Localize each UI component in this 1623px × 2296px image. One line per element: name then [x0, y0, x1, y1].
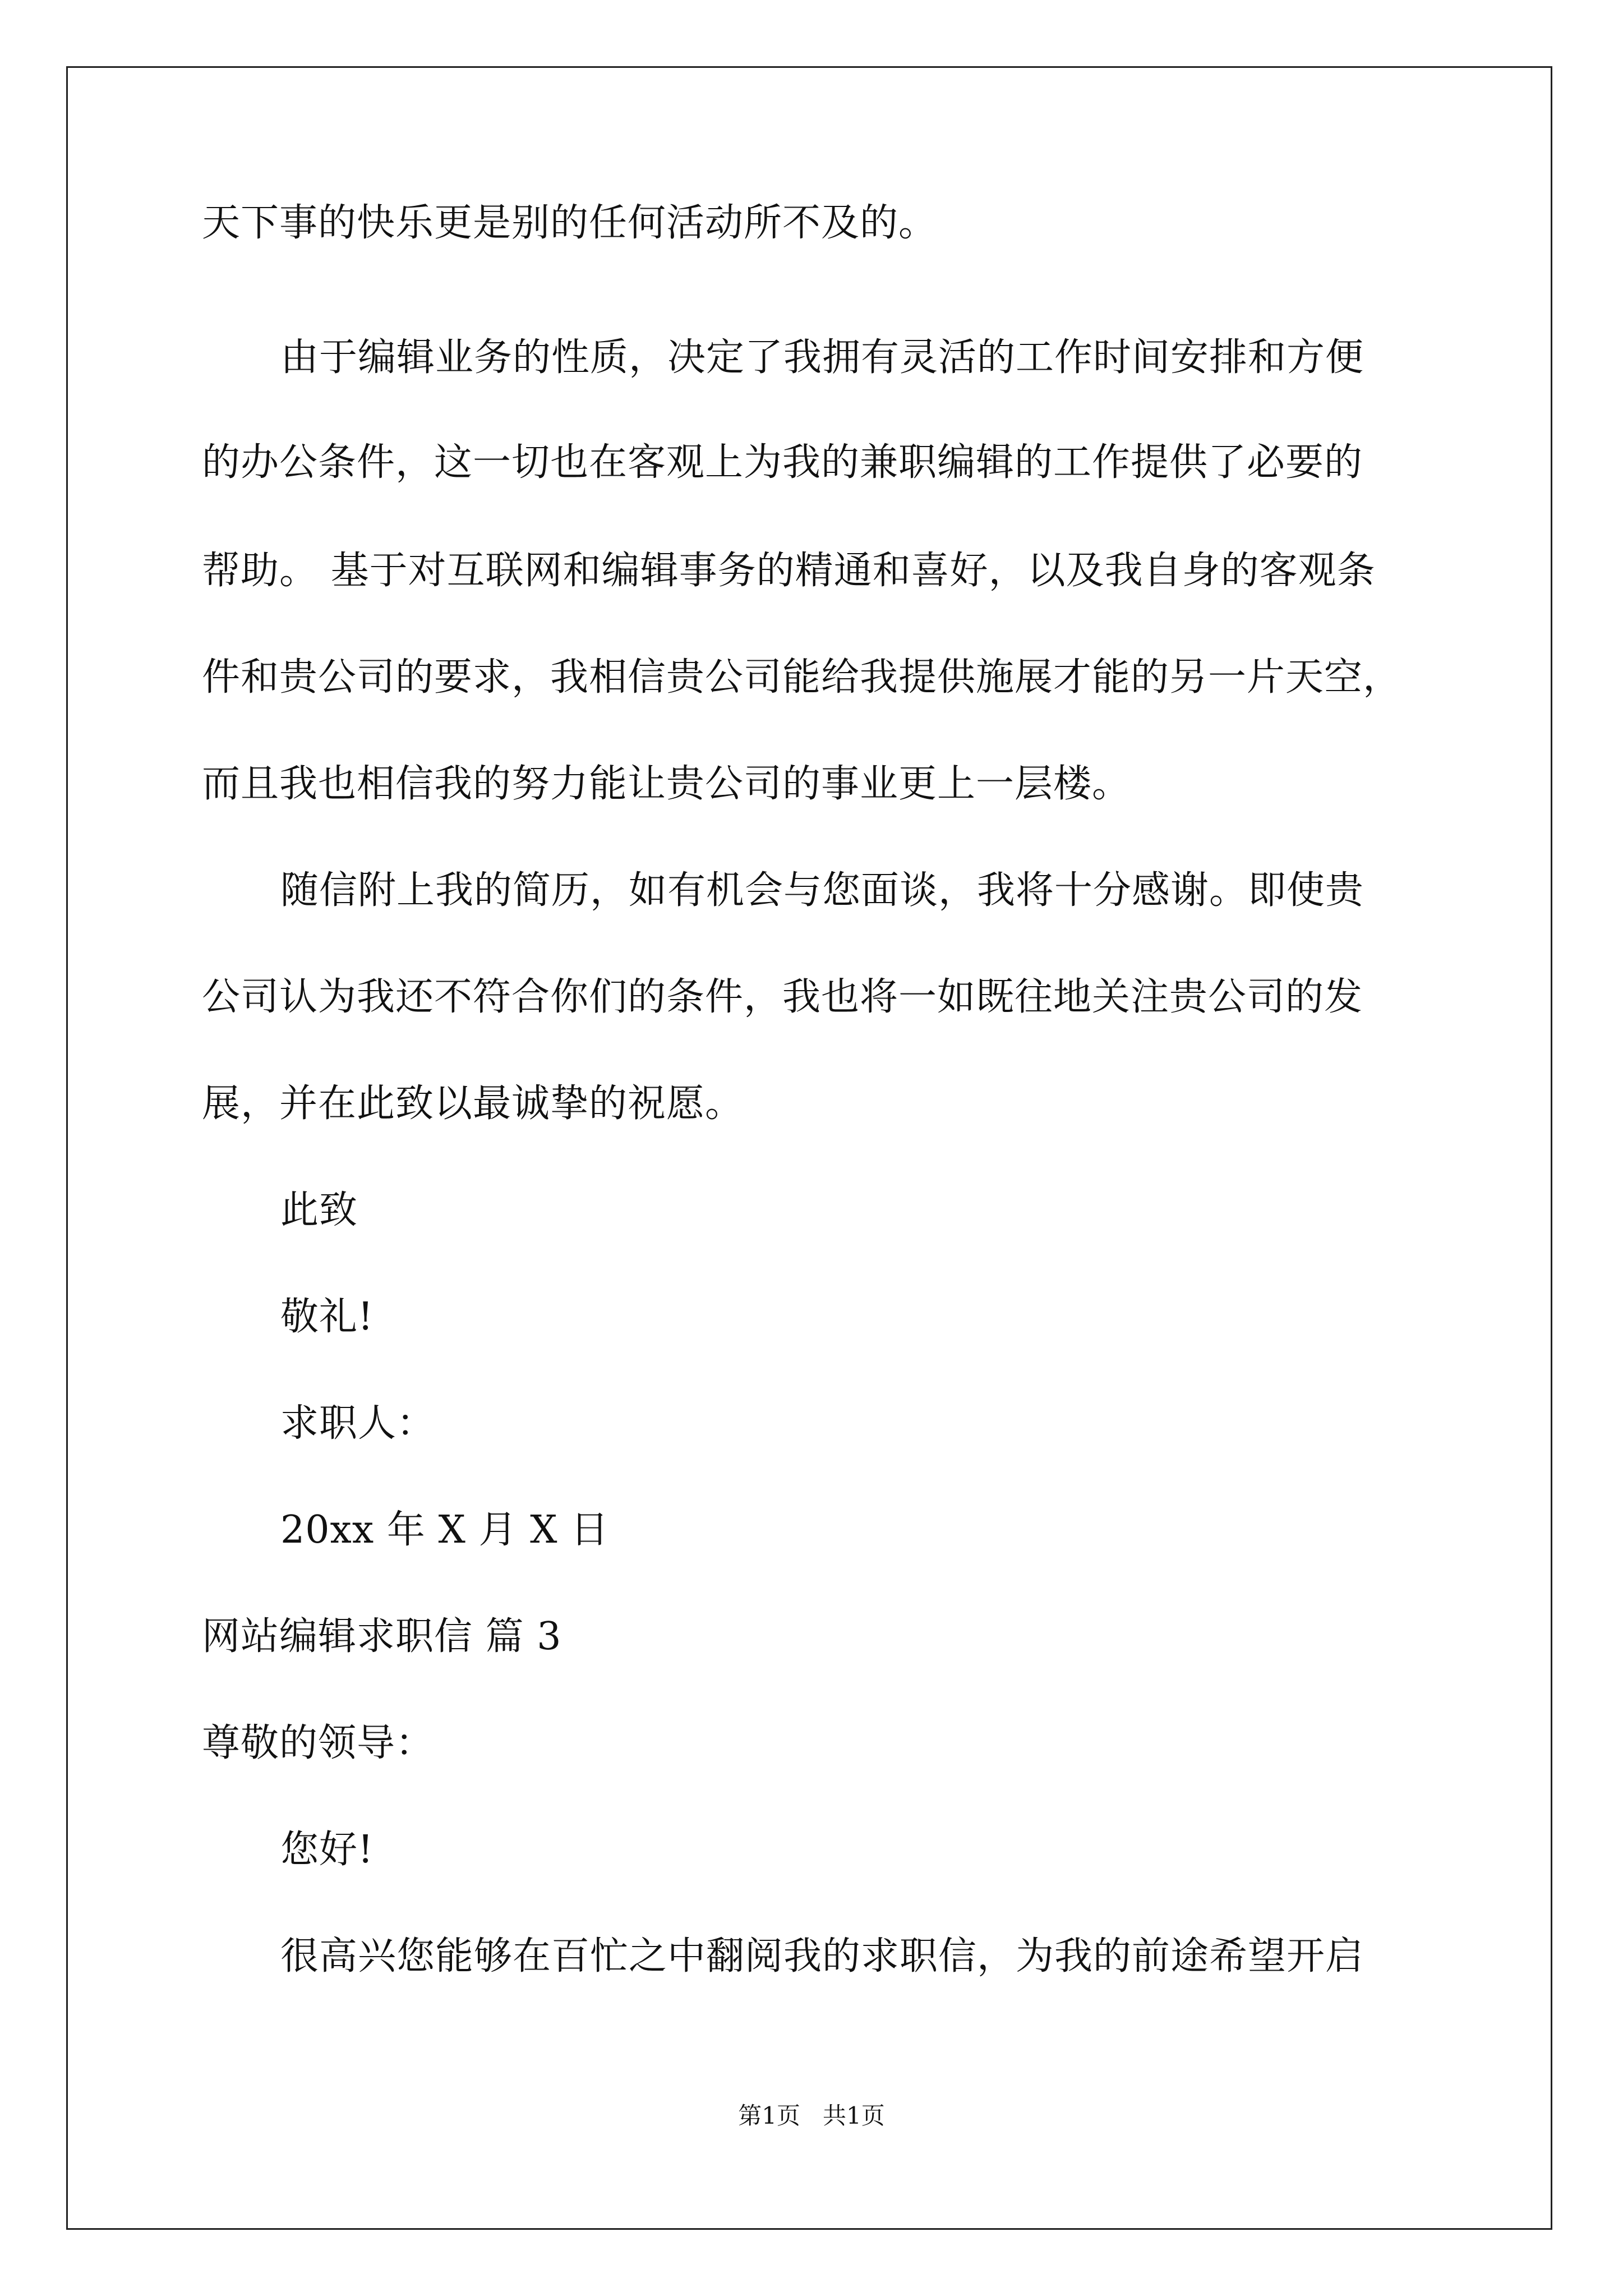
paragraph-line: 件和贵公司的要求，我相信贵公司能给我提供施展才能的另一片天空， — [202, 655, 1402, 700]
greeting: 您好! — [280, 1828, 374, 1872]
paragraph-line: 的办公条件，这一切也在客观上为我的兼职编辑的工作提供了必要的 — [202, 440, 1363, 485]
paragraph-line: 公司认为我还不符合你们的条件，我也将一如既往地关注贵公司的发 — [202, 975, 1363, 1019]
page-footer: 第1页 共1页 — [738, 2102, 885, 2129]
closing-line: 敬礼! — [280, 1295, 374, 1339]
paragraph-line: 天下事的快乐更是别的任何活动所不及的。 — [202, 201, 938, 245]
closing-line: 此致 — [280, 1188, 358, 1232]
signature-label: 求职人： — [280, 1401, 436, 1446]
paragraph-line: 很高兴您能够在百忙之中翻阅我的求职信，为我的前途希望开启 — [280, 1934, 1364, 1978]
section-heading: 网站编辑求职信 篇 3 — [202, 1614, 562, 1659]
salutation: 尊敬的领导： — [202, 1721, 435, 1765]
page-border — [66, 66, 1552, 2230]
paragraph-line: 随信附上我的简历，如有机会与您面谈，我将十分感谢。即使贵 — [280, 868, 1364, 913]
paragraph-line: 展，并在此致以最诚挚的祝愿。 — [202, 1082, 744, 1126]
date-line: 20xx 年 X 月 X 日 — [280, 1508, 610, 1552]
paragraph-line: 而且我也相信我的努力能让贵公司的事业更上一层楼。 — [202, 762, 1131, 806]
paragraph-line: 帮助。 基于对互联网和编辑事务的精通和喜好，以及我自身的客观条 — [202, 549, 1376, 593]
paragraph-line: 由于编辑业务的性质，决定了我拥有灵活的工作时间安排和方便 — [280, 335, 1364, 380]
